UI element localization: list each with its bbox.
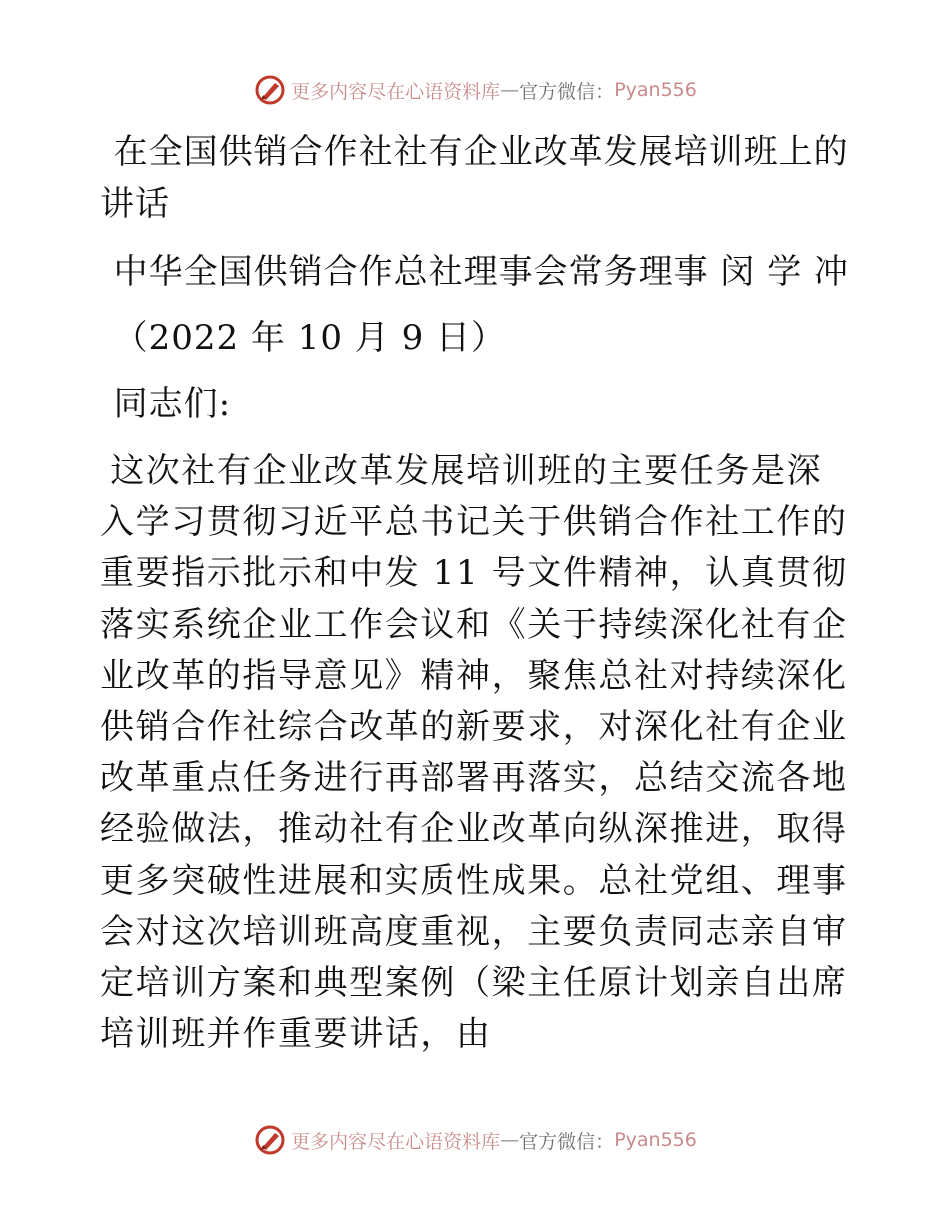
document-title: 在全国供销合作社社有企业改革发展培训班上的讲话 <box>100 132 849 224</box>
watermark-wechat-id: Pyan556 <box>614 1129 697 1151</box>
document-paragraph: 这次社有企业改革发展培训班的主要任务是深入学习贯彻习近平总书记关于供销合作社工作的重要指示批示和中发 11 号文件精神，认真贯彻落实系统企业工作会议和《关于持续深化社有企业改革的指导意见》精神，聚焦总社对持续深化供销合作社综合改革的新要求，对深化社有企业改革重点任务进行再部署再落实，总结交流各地经验做法，推动社有企业改革向纵深推进，取得更多突破性进展和实质性成果。总社党组、理事会对这次培训班高度重视，主要负责同志亲自审定培训方案和典型案例（梁主任原计划亲自出席培训班并作重要讲话，由 <box>100 451 848 1055</box>
document-body <box>100 120 850 1060</box>
header-watermark <box>0 70 950 110</box>
pen-logo-icon <box>253 73 287 107</box>
document-greeting: 同志们: <box>113 384 232 424</box>
footer-watermark <box>0 1120 950 1160</box>
watermark-dash: — <box>500 1129 520 1151</box>
watermark-dash: — <box>500 79 520 101</box>
document-date: （2022 年 10 月 9 日） <box>113 318 507 358</box>
watermark-library-text: 更多内容尽在心语资料库 <box>291 80 501 103</box>
document-author: 中华全国供销合作总社理事会常务理事 闵 学 冲 <box>113 252 850 292</box>
watermark-library-text: 更多内容尽在心语资料库 <box>291 1130 501 1153</box>
watermark-wechat-label: 官方微信： <box>519 1130 615 1153</box>
watermark-wechat-label: 官方微信： <box>519 80 615 103</box>
pen-logo-icon <box>253 1123 287 1157</box>
watermark-wechat-id: Pyan556 <box>614 79 697 101</box>
